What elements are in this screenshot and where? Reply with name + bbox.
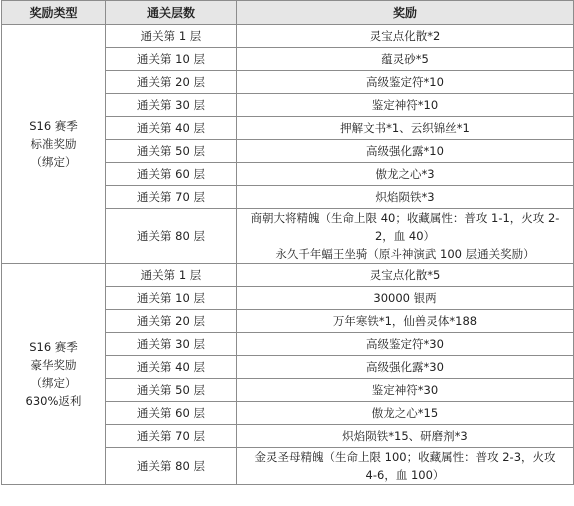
- reward-line: 商朝大将精魄（生命上限 40；收藏属性：普攻 1-1，火攻 2-: [250, 211, 560, 225]
- reward-type-standard: [2, 25, 106, 264]
- floor-cell: 通关第 10 层: [106, 48, 237, 71]
- type-line: 630%返利: [25, 394, 82, 408]
- type-line: （绑定）: [30, 155, 77, 169]
- type-line: （绑定）: [30, 376, 77, 390]
- type-line: 标准奖励: [30, 137, 77, 151]
- reward-line: 永久千年蝠王坐骑（原斗神演武 100 层通关奖励）: [275, 247, 535, 261]
- table-row: [2, 25, 574, 48]
- reward-cell: 鉴定神符*10: [237, 94, 574, 117]
- reward-type-deluxe: [2, 264, 106, 485]
- reward-cell: 高级强化露*10: [237, 140, 574, 163]
- type-line: 豪华奖励: [30, 358, 77, 372]
- reward-cell: 灵宝点化散*5: [237, 264, 574, 287]
- reward-cell: 灵宝点化散*2: [237, 25, 574, 48]
- reward-cell: 高级鉴定符*30: [237, 333, 574, 356]
- floor-cell: 通关第 10 层: [106, 287, 237, 310]
- floor-cell: 通关第 60 层: [106, 402, 237, 425]
- reward-cell: 蕴灵砂*5: [237, 48, 574, 71]
- reward-line: 4-6，血 100）: [365, 468, 445, 482]
- floor-cell: 通关第 1 层: [106, 25, 237, 48]
- reward-line: 金灵圣母精魄（生命上限 100；收藏属性：普攻 2-3，火攻: [254, 450, 556, 464]
- floor-cell: 通关第 70 层: [106, 425, 237, 448]
- header-row: [2, 1, 574, 25]
- table-row: [2, 264, 574, 287]
- reward-cell: 30000 银两: [237, 287, 574, 310]
- floor-cell: 通关第 30 层: [106, 94, 237, 117]
- header-reward-type: 奖励类型: [2, 1, 106, 25]
- header-floor: 通关层数: [106, 1, 237, 25]
- rewards-table: [1, 0, 574, 485]
- reward-cell: 高级强化露*30: [237, 356, 574, 379]
- header-reward: 奖励: [237, 1, 574, 25]
- floor-cell: 通关第 80 层: [106, 209, 237, 264]
- floor-cell: 通关第 20 层: [106, 71, 237, 94]
- floor-cell: 通关第 50 层: [106, 379, 237, 402]
- floor-cell: 通关第 30 层: [106, 333, 237, 356]
- floor-cell: 通关第 40 层: [106, 117, 237, 140]
- floor-cell: 通关第 20 层: [106, 310, 237, 333]
- reward-line: 2，血 40）: [374, 229, 436, 243]
- floor-cell: 通关第 70 层: [106, 186, 237, 209]
- floor-cell: 通关第 50 层: [106, 140, 237, 163]
- floor-cell: 通关第 40 层: [106, 356, 237, 379]
- reward-cell: 傲龙之心*3: [237, 163, 574, 186]
- type-line: S16 赛季: [29, 119, 78, 133]
- reward-cell: [237, 209, 574, 264]
- reward-cell: 押解文书*1、云织锦丝*1: [237, 117, 574, 140]
- reward-cell: 炽焰陨铁*15、研磨剂*3: [237, 425, 574, 448]
- reward-cell: 鉴定神符*30: [237, 379, 574, 402]
- type-line: S16 赛季: [29, 340, 78, 354]
- floor-cell: 通关第 60 层: [106, 163, 237, 186]
- floor-cell: 通关第 1 层: [106, 264, 237, 287]
- reward-cell: 傲龙之心*15: [237, 402, 574, 425]
- reward-cell: [237, 448, 574, 485]
- reward-cell: 炽焰陨铁*3: [237, 186, 574, 209]
- reward-cell: 高级鉴定符*10: [237, 71, 574, 94]
- reward-cell: 万年寒铁*1，仙兽灵体*188: [237, 310, 574, 333]
- floor-cell: 通关第 80 层: [106, 448, 237, 485]
